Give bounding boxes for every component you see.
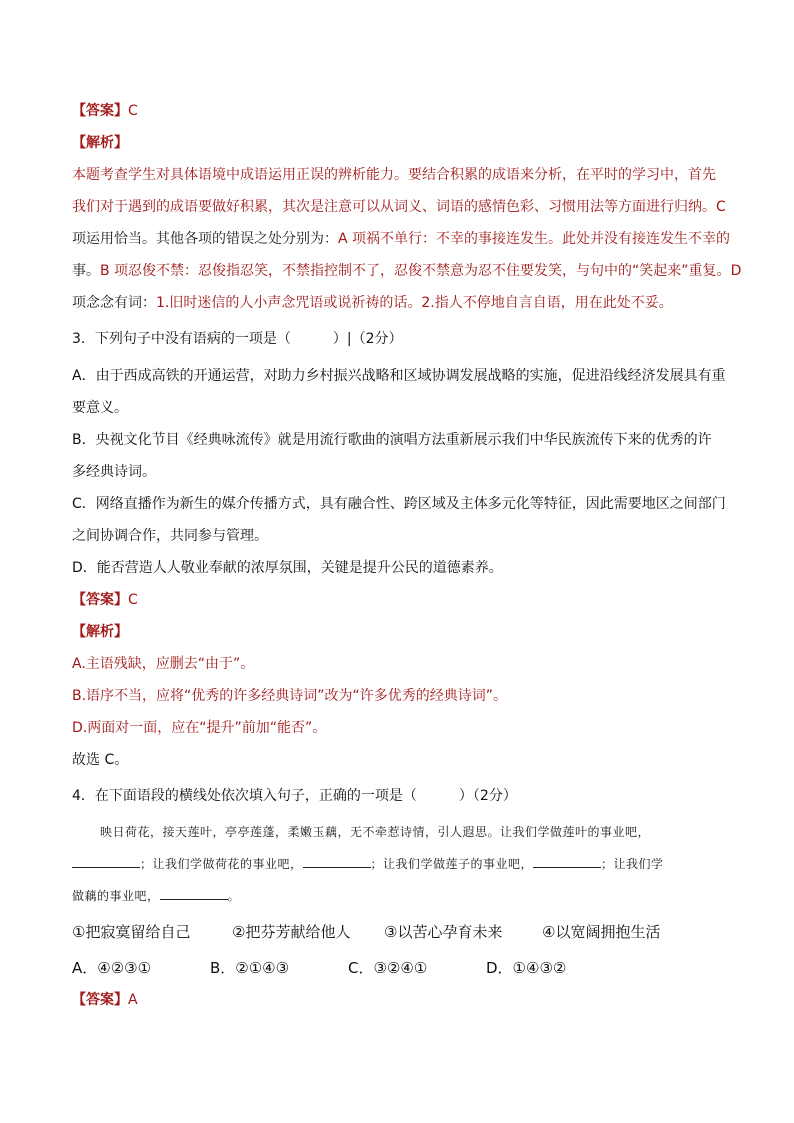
option-a: A．④②③① <box>72 959 152 977</box>
answer-value: A <box>128 992 138 1008</box>
passage-text: ；让我们学 <box>601 857 664 871</box>
item-3: ③以苦心孕育未来 <box>384 923 503 941</box>
q4-answer <box>72 990 138 1010</box>
analysis-label: 【解析】 <box>72 624 128 640</box>
item-4: ④以宽阔拥抱生活 <box>542 923 661 941</box>
item-2: ②把芬芳献给他人 <box>232 923 351 941</box>
q4-options <box>72 958 566 978</box>
q4-passage-line-3 <box>72 886 240 906</box>
passage-text: ；让我们学做莲子的事业吧， <box>370 857 534 871</box>
q2-analysis-line-2 <box>72 197 726 217</box>
analysis-text: 项运用恰当。其他各项的错误之处分别为： <box>72 231 338 247</box>
passage-text: 。 <box>227 889 241 903</box>
q3-option-c-line-2: 之间协调合作，共同参与管理。 <box>72 528 268 544</box>
q4-items <box>72 922 660 942</box>
q3-analysis-label <box>72 622 128 642</box>
q3-option-a-line-1: A．由于西成高铁的开通运营，对助力乡村振兴战略和区域协调发展战略的实施，促进沿线经济发展具有重 <box>72 368 726 384</box>
item-1: ①把寂寞留给自己 <box>72 923 191 941</box>
q3-option-c-line-1: C．网络直播作为新生的媒介传播方式，具有融合性、跨区域及主体多元化等特征，因此需要地区之间部门 <box>72 496 726 512</box>
q3-explanation-a: A.主语残缺，应删去“由于”。 <box>72 656 255 672</box>
q4-passage-line-1: 映日荷花，接天莲叶，亭亭莲蓬，柔嫩玉藕，无不牵惹诗情，引人遐思。让我们学做莲叶的事业吧， <box>100 825 651 839</box>
q2-analysis-line-5 <box>72 293 673 313</box>
q3-option-d: D．能否营造人人敬业奉献的浓厚氛围，关键是提升公民的道德素养。 <box>72 560 503 576</box>
analysis-text: D <box>730 263 742 279</box>
q3-choose: 故选 C。 <box>72 752 129 768</box>
option-c: C．③②④① <box>348 959 428 977</box>
analysis-label: 【解析】 <box>72 135 128 151</box>
q3-stem: 3．下列句子中没有语病的一项是（ ）|（2分） <box>72 331 403 347</box>
q2-analysis-line-1: 本题考查学生对具体语境中成语运用正误的辨析能力。要结合积累的成语来分析，在平时的学习中，首先 <box>72 167 716 183</box>
option-b: B．②①④③ <box>210 959 290 977</box>
q2-answer <box>72 101 138 121</box>
analysis-text: B 项忍俊不禁：忍俊指忍笑，不禁指控制不了，忍俊不禁意为忍不住要发笑，与句中的“笑起来”重复。 <box>100 263 731 279</box>
analysis-text: A 项祸不单行：不幸的事接连发生。此处并没有接连发生不幸的 <box>338 231 731 247</box>
fill-blank-3 <box>533 855 601 868</box>
answer-label: 【答案】 <box>72 992 128 1008</box>
q3-answer <box>72 590 138 610</box>
q3-explanation-d: D.两面对一面，应在“提升”前加“能否”。 <box>72 720 327 736</box>
answer-label: 【答案】 <box>72 592 128 608</box>
q3-option-a-line-2: 要意义。 <box>72 400 128 416</box>
fill-blank-4 <box>160 887 228 900</box>
answer-value: C <box>128 103 138 119</box>
q2-analysis-line-4 <box>72 261 741 281</box>
passage-text: 做藕的事业吧， <box>72 889 160 903</box>
q3-explanation-b: B.语序不当，应将“优秀的许多经典诗词”改为“许多优秀的经典诗词”。 <box>72 688 508 704</box>
q2-analysis-label <box>72 133 128 153</box>
answer-value: C <box>128 592 138 608</box>
fill-blank-2 <box>303 855 371 868</box>
analysis-text: 1.旧时迷信的人小声念咒语或说祈祷的话。2.指人不停地自言自语，用在此处不妥。 <box>156 295 673 311</box>
q2-analysis-line-3 <box>72 229 730 249</box>
analysis-text: 项念念有词： <box>72 295 156 311</box>
analysis-text: 事。 <box>72 263 100 279</box>
q4-stem: 4．在下面语段的横线处依次填入句子，正确的一项是（ ）（2分） <box>72 788 517 804</box>
option-d: D．①④③② <box>486 959 567 977</box>
q3-option-b-line-2: 多经典诗词。 <box>72 464 156 480</box>
q3-option-b-line-1: B．央视文化节目《经典咏流传》就是用流行歌曲的演唱方法重新展示我们中华民族流传下来的优秀的许 <box>72 432 712 448</box>
analysis-text: C <box>716 199 726 215</box>
q4-passage-line-2 <box>72 854 664 874</box>
passage-text: ；让我们学做荷花的事业吧， <box>140 857 303 871</box>
answer-label: 【答案】 <box>72 103 128 119</box>
analysis-text: 我们对于遇到的成语要做好积累，其次是注意可以从词义、词语的感情色彩、习惯用法等方面进行归纳。 <box>72 199 716 215</box>
fill-blank-1 <box>72 855 140 868</box>
